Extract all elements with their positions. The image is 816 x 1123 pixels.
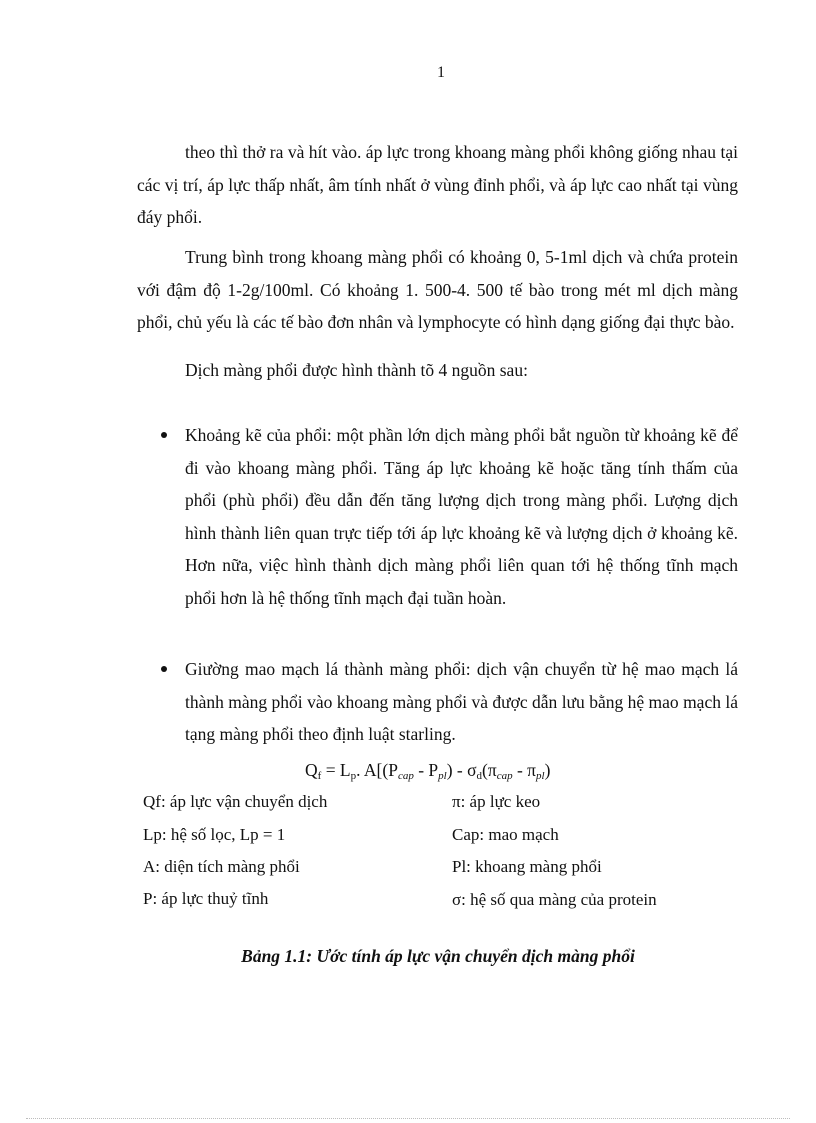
list-item-interstitial xyxy=(137,419,738,614)
paragraph-pleural-fluid-content: Trung bình trong khoang màng phổi có khoảng 0, 5-1ml dịch và chứa protein với đậm độ 1-2g/100ml. Có khoảng 1. 500-4. 500 tế bào trong mét ml dịch màng phổi, chủ yếu là các tế bào đơn nhân và lymphocyte có hình dạng giống đại thực bào. xyxy=(137,247,738,332)
definition-a: A: diện tích màng phổi xyxy=(143,857,300,876)
definition-pi: π: áp lực keo xyxy=(452,792,541,811)
starling-formula xyxy=(305,756,550,790)
formula-cap-sub-2: cap xyxy=(496,770,513,782)
formula-pl-sub-1: pl xyxy=(438,770,447,782)
definition-pl: Pl: khoang màng phổi xyxy=(452,857,602,876)
definition-qf: Qf: áp lực vận chuyển dịch xyxy=(143,792,328,811)
paragraph-fluid-sources-intro: Dịch màng phổi được hình thành tõ 4 nguồn sau: xyxy=(185,360,528,380)
list-item-parietal-capillary xyxy=(137,653,738,751)
list-item-text: Giường mao mạch lá thành màng phổi: dịch vận chuyển từ hệ mao mạch lá thành màng phổi vào khoang màng phổi và được dẫn lưu bằng hệ mao mạch lá tạng màng phổi theo định luật starling. xyxy=(185,659,738,744)
formula-lp-sub: p xyxy=(350,770,357,782)
formula-eq: = L xyxy=(321,760,351,780)
list-item-text: Khoảng kẽ của phổi: một phần lớn dịch màng phổi bắt nguồn từ khoảng kẽ để đi vào khoang màng phổi. Tăng áp lực khoảng kẽ hoặc tăng tính thấm của phổi (phù phổi) đều dẫn đến tăng lượng dịch trong màng phổi. Lượng dịch hình thành liên quan trực tiếp tới áp lực khoảng kẽ và lượng dịch ở khoảng kẽ. Hơn nữa, việc hình thành dịch màng phổi liên quan tới hệ thống tĩnh mạch phổi hơn là hệ thống tĩnh mạch đại tuần hoàn. xyxy=(185,425,738,608)
page-number: 1 xyxy=(437,64,445,81)
formula-cap-sub-1: cap xyxy=(397,770,414,782)
formula-minus-2: - π xyxy=(512,760,537,780)
paragraph-pleural-pressure: theo thì thở ra và hít vào. áp lực trong khoang màng phổi không giống nhau tại các vị trí, áp lực thấp nhất, âm tính nhất ở vùng đỉnh phổi, và áp lực cao nhất tại vùng đáy phổi. xyxy=(137,142,738,227)
formula-open: (π xyxy=(482,760,497,780)
definition-sigma: σ: hệ số qua màng của protein xyxy=(452,890,657,909)
bullet-dot-icon xyxy=(161,666,167,672)
bullet-dot-icon xyxy=(161,432,167,438)
fluid-sources-list xyxy=(137,419,738,759)
formula-minus-1: - P xyxy=(413,760,439,780)
formula-close: ) xyxy=(544,760,551,780)
formula-pl-sub-2: pl xyxy=(536,770,545,782)
formula-q: Q xyxy=(305,760,318,780)
formula-d-sub: d xyxy=(476,770,483,782)
page-bottom-divider xyxy=(26,1118,790,1119)
formula-q-sub: f xyxy=(317,770,322,782)
definition-cap: Cap: mao mạch xyxy=(452,825,559,844)
formula-a-part: . A[(P xyxy=(356,760,398,780)
definition-p: P: áp lực thuỷ tĩnh xyxy=(143,889,269,908)
formula-mid: ) - σ xyxy=(446,760,477,780)
definition-lp: Lp: hệ số lọc, Lp = 1 xyxy=(143,825,286,844)
table-caption: Bảng 1.1: Ước tính áp lực vận chuyển dịch màng phổi xyxy=(241,946,635,966)
